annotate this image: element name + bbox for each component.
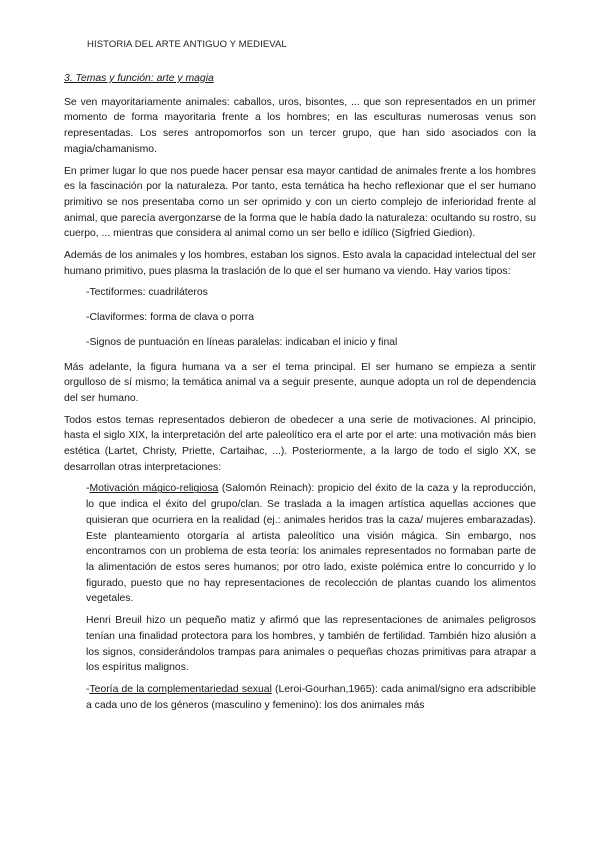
running-header: HISTORIA DEL ARTE ANTIGUO Y MEDIEVAL: [87, 39, 287, 50]
term-sexual-complementarity: Teoría de la complementariedad sexual: [89, 683, 272, 695]
signs-list: [64, 285, 536, 350]
interpretation-text: (Salomón Reinach): propicio del éxito de la caza y la reproducción, lo que indica el éxito del grupo/clan. Se traslada a la imagen artística aquellas acciones que quisieran que ocurriera en la realidad (ej.: animales heridos tras la caza/ mujeres embarazadas). Este planteamiento otorgaría al artista paleolítico una visión mágica. Sin embargo, nos encontramos con un problema de esta teoría: los animales representados no formaban parte de la alimentación de estos seres humanos; por otro lado, existe polémica entre lo concurrido y lo figurado, puesto que no hay representaciones de recolección de plantas cuando los alimentos vegetales.: [86, 483, 536, 605]
list-item: -Signos de puntuación en líneas paralelas: indicaban el inicio y final: [86, 336, 398, 348]
term-magic-religious: Motivación mágico-religiosa: [89, 483, 219, 495]
interpretations-block: [64, 481, 536, 713]
paragraph-human-figure: Más adelante, la figura humana va a ser el tema principal. El ser humano se empieza a sentir orgulloso de sí mismo; la temática animal va a seguir presente, aunque adopta un rol de dependencia del ser humano.: [64, 361, 536, 404]
paragraph-animals: Se ven mayoritariamente animales: caballos, uros, bisontes, ... que son representados en un primer momento de forma mayoritaria frente a los hombres; en las esculturas numerosas venus son representadas. Los seres antropomorfos son un tercer grupo, que han sido asociados con la magia/chamanismo.: [64, 96, 536, 155]
interpretation-sexual: [86, 682, 536, 713]
dash: -: [86, 483, 90, 495]
document-body: [64, 71, 536, 719]
section-title: 3. Temas y función: arte y magia: [64, 73, 214, 84]
list-item: -Tectiformes: cuadriláteros: [86, 287, 208, 299]
interpretation-magic-religious: [86, 481, 536, 607]
list-item: -Claviformes: forma de clava o porra: [86, 312, 255, 324]
paragraph-signs: Además de los animales y los hombres, estaban los signos. Esto avala la capacidad intelectual del ser humano primitivo, pues plasma la traslación de lo que el ser humano va viendo. Hay varios tipos:: [64, 250, 536, 277]
paragraph-motivations: Todos estos temas representados debieron de obedecer a una serie de motivaciones. Al principio, hasta el siglo XIX, la interpretación del arte paleolítico era el arte por el arte: una motivación más bien estética (Lartet, Christy, Priette, Cartaihac, ...). Posteriormente, a la largo de todo el siglo XX, se desarrollan otras interpretaciones:: [64, 414, 536, 473]
interpretation-text: (Leroi-Gourhan,1965): cada animal/signo era adscribible a cada uno de los géneros (masculino y femenino): los dos animales más: [86, 683, 536, 711]
paragraph-nature-fascination: En primer lugar lo que nos puede hacer pensar esa mayor cantidad de animales frente a los hombres es la fascinación por la naturaleza. Por tanto, esta temática ha hecho reflexionar que el ser humano primitivo se nos presentaba como un ser oprimido y con un cierto complejo de inferioridad frente al animal, que parecía avergonzarse de la forma que le había dado la naturaleza: ocultando su rostro, su cuerpo, ... mientras que considera al animal como un ser bello e idílico (Sigfried Giedion).: [64, 165, 536, 240]
dash: -: [86, 683, 90, 695]
paragraph-breuil: Henri Breuil hizo un pequeño matiz y afirmó que las representaciones de animales peligrosos tenían una finalidad protectora para los hombres, y también de fertilidad. También hizo alusión a los signos, considerándolos trampas para animales o pequeñas chozas primitivas para atrapar a los espíritus malignos.: [86, 615, 536, 674]
